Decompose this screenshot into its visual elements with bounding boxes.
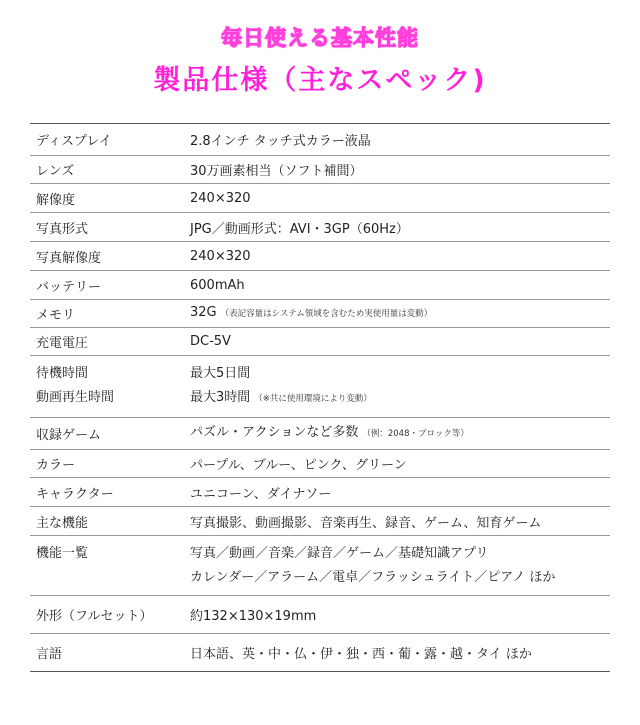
spec-label: メモリ [36, 308, 76, 323]
spec-row-main-features [30, 507, 610, 536]
spec-value-2: 最大3時間 [190, 390, 251, 405]
spec-row-resolution [30, 184, 610, 213]
spec-row-colors [30, 450, 610, 478]
spec-label: ディスプレイ [36, 134, 112, 149]
spec-value: 600mAh [190, 277, 245, 293]
spec-label: 写真形式 [36, 221, 89, 237]
spec-label: 待機時間 [36, 366, 89, 381]
spec-row-characters [30, 478, 610, 507]
spec-row-photo-resolution [30, 242, 610, 271]
section-subtitle: 毎日使える基本性能 [221, 26, 419, 50]
spec-row-charge-voltage [30, 328, 610, 356]
spec-value: パズル・アクションなど多数 [190, 425, 359, 440]
spec-row-display [30, 124, 610, 156]
spec-value: 日本語、英・中・仏・伊・独・西・葡・露・越・タイ ほか [190, 647, 532, 662]
spec-note: （例：2048・ブロック等） [362, 429, 469, 439]
spec-value: 最大5日間 [190, 366, 251, 381]
spec-label-2: 動画再生時間 [36, 390, 115, 405]
spec-row-dimensions [30, 596, 610, 634]
spec-label: 外形（フルセット） [36, 609, 153, 624]
spec-row-feature-list [30, 536, 610, 596]
spec-label: バッテリー [36, 279, 102, 295]
spec-value: 30万画素相当（ソフト補間） [190, 164, 363, 179]
spec-value: JPG／動画形式：AVI・3GP（60Hz） [190, 221, 409, 237]
spec-label: 主な機能 [36, 515, 89, 531]
spec-label: 機能一覧 [36, 546, 89, 561]
spec-value: 32G [190, 305, 217, 320]
spec-label: 解像度 [36, 192, 76, 208]
spec-value: 240×320 [190, 190, 251, 206]
page-title: 製品仕様（主なスペック) [153, 65, 487, 96]
spec-table [30, 123, 610, 672]
spec-label: 言語 [36, 647, 63, 662]
spec-row-photo-format [30, 213, 610, 242]
spec-label: レンズ [36, 164, 75, 179]
spec-note: （※共に使用環境により変動） [254, 394, 372, 404]
spec-row-games [30, 418, 610, 450]
spec-value-2: カレンダー／アラーム／電卓／フラッシュライト／ピアノ ほか [190, 570, 556, 585]
spec-label: 充電電圧 [36, 336, 89, 351]
spec-label: 写真解像度 [36, 250, 102, 266]
spec-value: DC-5V [190, 334, 231, 349]
spec-label: 収録ゲーム [36, 428, 102, 443]
spec-value: ユニコーン、ダイナソー [190, 486, 332, 502]
spec-note: （表記容量はシステム領域を含むため実使用量は変動） [220, 309, 433, 319]
spec-label: カラー [36, 458, 76, 473]
spec-row-memory [30, 300, 610, 328]
spec-row-standby-playback [30, 356, 610, 418]
spec-label: キャラクター [36, 486, 114, 502]
spec-value: 2.8インチ タッチ式カラー液晶 [190, 134, 371, 149]
spec-value: 240×320 [190, 248, 251, 264]
spec-row-battery [30, 271, 610, 300]
spec-value: 約132×130×19mm [190, 609, 317, 624]
spec-value: パープル、ブルー、ピンク、グリーン [190, 458, 407, 473]
spec-row-lens [30, 156, 610, 184]
spec-row-languages [30, 634, 610, 672]
spec-value: 写真／動画／音楽／録音／ゲーム／基礎知識アプリ [190, 546, 489, 561]
spec-value: 写真撮影、動画撮影、音楽再生、録音、ゲーム、知育ゲーム [190, 515, 542, 531]
